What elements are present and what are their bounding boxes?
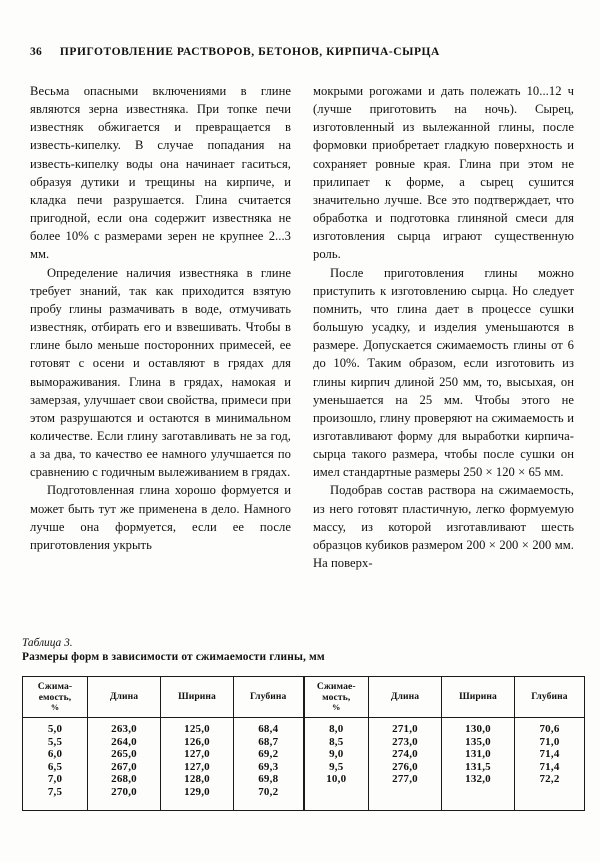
- table-value: 69,8: [258, 773, 279, 786]
- table-value: 131,0: [465, 748, 491, 761]
- value-stack: [305, 718, 369, 810]
- table-value: 69,2: [258, 748, 279, 761]
- chapter-title: ПРИГОТОВЛЕНИЕ РАСТВОРОВ, БЕТОНОВ, КИРПИЧА-СЫРЦА: [59, 46, 440, 58]
- header-shrinkage-line2: мость,: [322, 692, 351, 703]
- table-caption: [22, 636, 575, 665]
- table-value: 127,0: [184, 760, 210, 773]
- table-number: Таблица 3.: [22, 637, 73, 649]
- cell-length-left: [88, 718, 161, 811]
- table-value: 5,5: [47, 735, 63, 748]
- forms-table: [22, 676, 585, 811]
- table-value: 71,0: [539, 735, 560, 748]
- cell-shrinkage-right: [304, 718, 369, 811]
- table-container: [22, 676, 575, 811]
- table-value: 273,0: [392, 735, 418, 748]
- table-value: 135,0: [465, 735, 491, 748]
- table-value: 263,0: [111, 723, 137, 735]
- paragraph: Определение наличия известняка в глине требует знаний, так как приходится взятую пробу глины размачивать в воде, отмучивать известняк, отбирать его и взвешивать. Чтобы в глине было меньше посторонних примесей, ее готовят с осени и оставляют в грядах для вымораживания. Глина в грядах, намокая и замерзая, улучшает свои свойства, примеси при этом разрушаются и остаются в минимальном количестве. Если глину заготавливать не за год, а за два, то качество ее намного улучшается по сравнению с годичным вылеживанием в грядах.: [30, 265, 291, 480]
- right-column: [313, 82, 574, 572]
- table-value: 125,0: [184, 723, 210, 735]
- value-stack: [442, 718, 514, 810]
- table-value: 9,0: [329, 748, 344, 761]
- table-value: 128,0: [184, 773, 210, 786]
- cell-length-right: [369, 718, 442, 811]
- table-value: 7,5: [47, 785, 63, 798]
- cell-depth-right: [515, 718, 585, 811]
- cell-width-right: [442, 718, 515, 811]
- table-value: 130,0: [465, 723, 491, 735]
- header-depth-right: Глубина: [515, 677, 585, 718]
- left-column: [30, 82, 291, 572]
- table-value: 270,0: [111, 785, 137, 798]
- paragraph: Весьма опасными включениями в глине являются зерна известняка. При топке печи известняк обжигается и превращается в известь-кипелку. В случае попадания на известь-кипелку воды она начинает гаситься, образуя дутики и трещины на кирпиче, и кладка печи разрушается. Глина считается пригодной, если она содержит известняка не более 10% с размерами зерен не крупнее 2...3 мм.: [30, 84, 291, 262]
- table-value: 71,4: [539, 748, 560, 761]
- table-value: 127,0: [184, 748, 210, 761]
- table-value: 8,5: [329, 735, 344, 748]
- table-value: 268,0: [111, 773, 137, 786]
- table-value: 10,0: [326, 773, 347, 786]
- cell-width-left: [161, 718, 234, 811]
- table-value: 264,0: [111, 735, 137, 748]
- value-stack: [161, 718, 233, 810]
- page-number: 36: [30, 46, 42, 58]
- header-length-right: Длина: [369, 677, 442, 718]
- table-row: [23, 718, 585, 811]
- table-value: 9,5: [329, 760, 344, 773]
- cell-depth-left: [234, 718, 304, 811]
- table-value: 71,4: [539, 760, 560, 773]
- table-value: 5,0: [47, 723, 63, 735]
- header-shrinkage-unit: %: [332, 703, 341, 712]
- table-value: 69,3: [258, 760, 279, 773]
- paragraph: Подготовленная глина хорошо формуется и может быть тут же применена в дело. Намного лучше она формуется, если ее после приготовления укрыть: [30, 483, 291, 552]
- paragraph: Подобрав состав раствора на сжимаемость, из него готовят пластичную, легко формуемую массу, из которой изготавливают шесть образцов кубиков размером 200 × 200 × 200 мм. На поверх-: [313, 483, 574, 571]
- paragraph: После приготовления глины можно приступить к изготовлению сырца. Но следует помнить, что глина дает в процессе сушки большую усадку, и изделия уменьшаются в размере. Допускается сжимаемость глины от 6 до 10%. Таким образом, если изготовить из глины кирпич длиной 250 мм, то, высыхая, он уменьшается на 25 мм. Чтобы этого не произошло, глину проверяют на сжимаемость и изготавливают форму для выработки кирпича-сырца такого размера, чтобы после сушки он имел стандартные размеры 250 × 120 × 65 мм.: [313, 265, 574, 480]
- table-value: 131,5: [465, 760, 491, 773]
- table-value: 274,0: [392, 748, 418, 761]
- table-value: 271,0: [392, 723, 418, 735]
- table-value: 7,0: [47, 773, 63, 786]
- header-length-left: Длина: [88, 677, 161, 718]
- table-value: 265,0: [111, 748, 137, 761]
- header-shrinkage-right: [304, 677, 369, 718]
- header-shrinkage-line1: Сжима-: [37, 681, 73, 692]
- header-shrinkage-line1: Сжимае-: [316, 681, 356, 692]
- header-width-left: Ширина: [161, 677, 234, 718]
- header-width-right: Ширина: [442, 677, 515, 718]
- table-title: Размеры форм в зависимости от сжимаемости глины, мм: [22, 651, 325, 663]
- table-body: [23, 718, 585, 811]
- table-value: 267,0: [111, 760, 137, 773]
- header-depth-left: Глубина: [234, 677, 304, 718]
- table-value: 132,0: [465, 773, 491, 786]
- table-value: 68,7: [258, 735, 279, 748]
- table-value: 129,0: [184, 785, 210, 798]
- table-value: 276,0: [392, 760, 418, 773]
- table-value: 72,2: [539, 773, 560, 786]
- table-value: 70,6: [539, 723, 560, 735]
- cell-shrinkage-left: [23, 718, 88, 811]
- header-shrinkage-line2: емость,: [38, 692, 72, 703]
- value-stack: [515, 718, 584, 810]
- header-shrinkage-left: [23, 677, 88, 718]
- table-header-row: [23, 677, 585, 718]
- header-shrinkage-unit: %: [50, 703, 60, 712]
- value-stack: [369, 718, 441, 810]
- table-value: 70,2: [258, 785, 279, 798]
- value-stack: [23, 718, 87, 810]
- value-stack: [234, 718, 303, 810]
- table-head: [23, 677, 585, 718]
- table-value: 68,4: [258, 723, 279, 735]
- table-value: 277,0: [392, 773, 418, 786]
- value-stack: [88, 718, 160, 810]
- table-value: 8,0: [329, 723, 344, 735]
- body-text: [30, 82, 575, 572]
- table-value: 6,0: [47, 748, 63, 761]
- paragraph: мокрыми рогожами и дать полежать 10...12 ч (лучше приготовить на ночь). Сырец, изготовленный из вылежанной глины, после формовки приобретает гладкую поверхность и сохраняет ровные края. Глина при этом не прилипает к форме, а сырец сушится значительно лучше. Все это подтверждает, что обработка и подготовка глиняной смеси для изготовления сырца играют существенную роль.: [313, 84, 574, 262]
- table-value: 6,5: [47, 760, 63, 773]
- running-head: [30, 46, 575, 58]
- table-value: 126,0: [184, 735, 210, 748]
